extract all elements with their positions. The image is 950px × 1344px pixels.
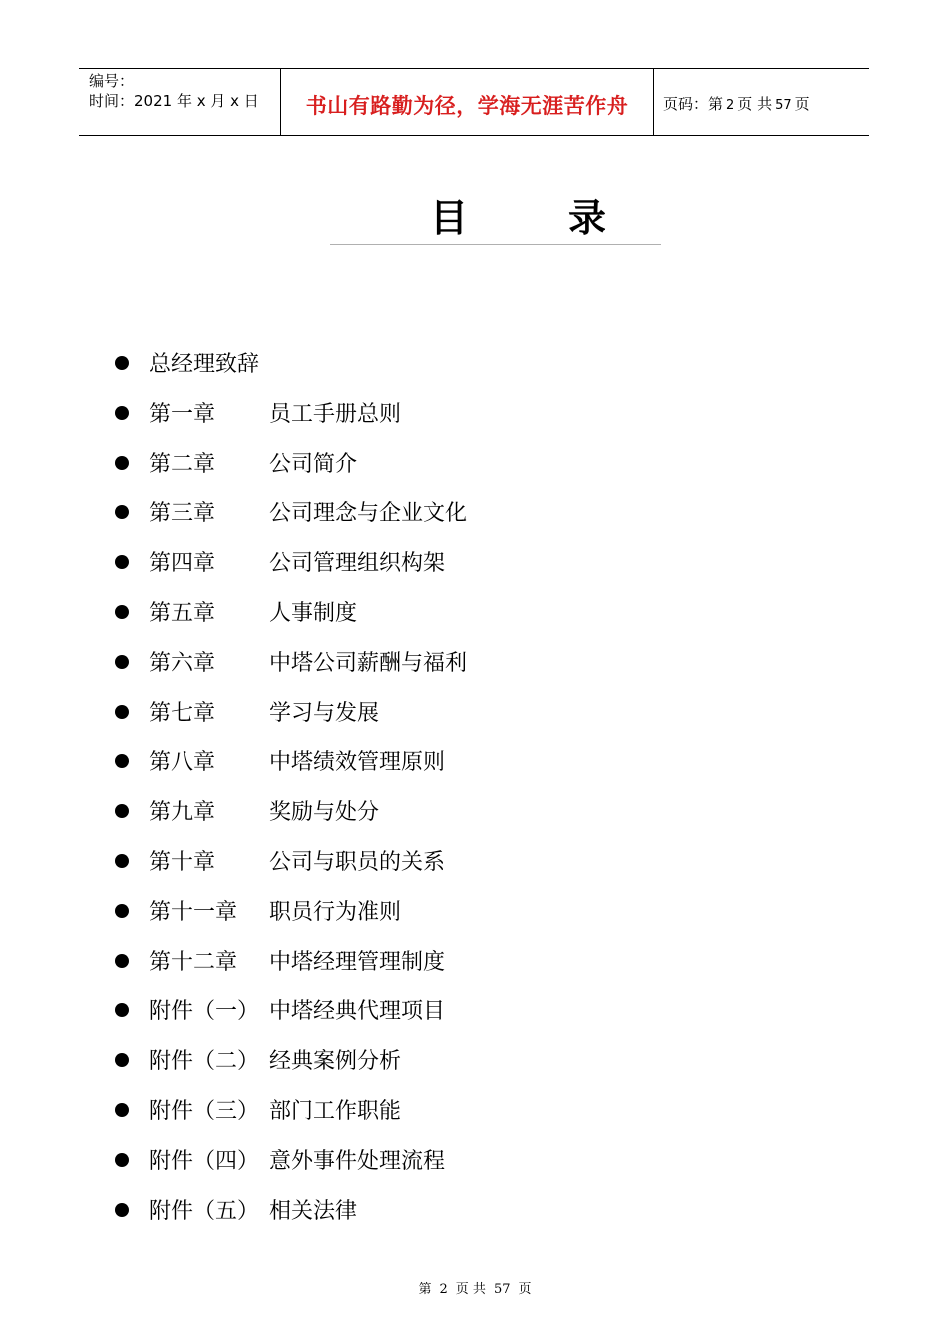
toc-chapter-name: 中塔经理管理制度 xyxy=(269,950,446,975)
toc-item xyxy=(115,349,259,381)
header-time-label: 时间：2021 年 x 月 x 日 xyxy=(89,92,259,110)
bullet-icon xyxy=(115,555,129,569)
bullet-icon xyxy=(115,456,129,470)
toc-chapter-name: 中塔经典代理项目 xyxy=(269,999,446,1024)
toc-item xyxy=(115,548,445,580)
toc-chapter: 附件（一） xyxy=(149,999,260,1024)
toc-chapter: 第十一章 xyxy=(149,900,238,925)
toc-chapter-name: 中塔公司薪酬与福利 xyxy=(269,651,468,676)
footer-suffix: 页 xyxy=(518,1282,532,1297)
toc-chapter-name: 公司管理组织构架 xyxy=(269,551,446,576)
toc-item xyxy=(115,797,379,829)
header-page-total: 57 xyxy=(775,98,792,113)
toc-chapter-name: 部门工作职能 xyxy=(269,1099,402,1124)
bullet-icon xyxy=(115,1203,129,1217)
footer-page-number: 2 xyxy=(439,1282,448,1297)
bullet-icon xyxy=(115,954,129,968)
bullet-icon xyxy=(115,1003,129,1017)
toc-chapter-name: 学习与发展 xyxy=(269,701,380,726)
toc-chapter: 第七章 xyxy=(149,701,216,726)
toc-item xyxy=(115,996,445,1028)
header-number-label: 编号： xyxy=(89,72,135,90)
bullet-icon xyxy=(115,804,129,818)
toc-item xyxy=(115,897,401,929)
toc-chapter-name: 公司简介 xyxy=(269,452,358,477)
bullet-icon xyxy=(115,1053,129,1067)
toc-chapter-name: 员工手册总则 xyxy=(269,402,402,427)
page-footer xyxy=(0,1278,950,1297)
toc-chapter-name: 人事制度 xyxy=(269,601,358,626)
toc-chapter-name: 公司理念与企业文化 xyxy=(269,501,468,526)
bullet-icon xyxy=(115,406,129,420)
toc-item xyxy=(115,1096,401,1128)
toc-chapter-name: 意外事件处理流程 xyxy=(269,1149,446,1174)
bullet-icon xyxy=(115,904,129,918)
bullet-icon xyxy=(115,705,129,719)
toc-item xyxy=(115,747,445,779)
toc-item xyxy=(115,399,401,431)
toc-chapter: 总经理致辞 xyxy=(149,352,260,377)
bullet-icon xyxy=(115,655,129,669)
toc-chapter: 附件（四） xyxy=(149,1149,260,1174)
toc-chapter: 第六章 xyxy=(149,651,216,676)
toc-chapter: 附件（五） xyxy=(149,1199,260,1224)
header-page-end: 页 xyxy=(794,95,810,113)
toc-item xyxy=(115,598,357,630)
header-motto: 书山有路勤为径，学海无涯苦作舟 xyxy=(305,93,629,118)
toc-item xyxy=(115,1046,401,1078)
toc-chapter-name: 职员行为准则 xyxy=(269,900,402,925)
toc-chapter-name: 奖励与处分 xyxy=(269,800,380,825)
toc-item xyxy=(115,449,357,481)
toc-chapter: 第五章 xyxy=(149,601,216,626)
toc-chapter: 第四章 xyxy=(149,551,216,576)
footer-page-total: 57 xyxy=(493,1282,511,1297)
toc-chapter: 第八章 xyxy=(149,750,216,775)
toc-chapter: 第一章 xyxy=(149,402,216,427)
toc-chapter: 第十二章 xyxy=(149,950,238,975)
toc-item xyxy=(115,947,445,979)
footer-prefix: 第 xyxy=(418,1282,432,1297)
page-title: 目录 xyxy=(330,193,661,245)
toc-chapter: 第三章 xyxy=(149,501,216,526)
toc-chapter-name: 经典案例分析 xyxy=(269,1049,402,1074)
bullet-icon xyxy=(115,854,129,868)
bullet-icon xyxy=(115,1103,129,1117)
bullet-icon xyxy=(115,1153,129,1167)
toc-chapter: 附件（二） xyxy=(149,1049,260,1074)
toc-item xyxy=(115,1146,445,1178)
toc-item xyxy=(115,1196,357,1228)
toc-chapter: 附件（三） xyxy=(149,1099,260,1124)
toc-chapter: 第二章 xyxy=(149,452,216,477)
header-page-mid: 页 共 xyxy=(737,95,773,113)
header-page-label: 页码：第 xyxy=(663,95,724,113)
toc-chapter-name: 中塔绩效管理原则 xyxy=(269,750,446,775)
bullet-icon xyxy=(115,605,129,619)
toc-chapter-name: 相关法律 xyxy=(269,1199,358,1224)
bullet-icon xyxy=(115,754,129,768)
bullet-icon xyxy=(115,356,129,370)
toc-item xyxy=(115,498,467,530)
header-page-number: 2 xyxy=(726,98,735,113)
toc-item xyxy=(115,698,379,730)
toc-chapter-name: 公司与职员的关系 xyxy=(269,850,446,875)
toc-chapter: 第十章 xyxy=(149,850,216,875)
toc-item xyxy=(115,648,467,680)
footer-mid: 页 共 xyxy=(455,1282,486,1297)
bullet-icon xyxy=(115,505,129,519)
toc-chapter: 第九章 xyxy=(149,800,216,825)
toc-item xyxy=(115,847,445,879)
